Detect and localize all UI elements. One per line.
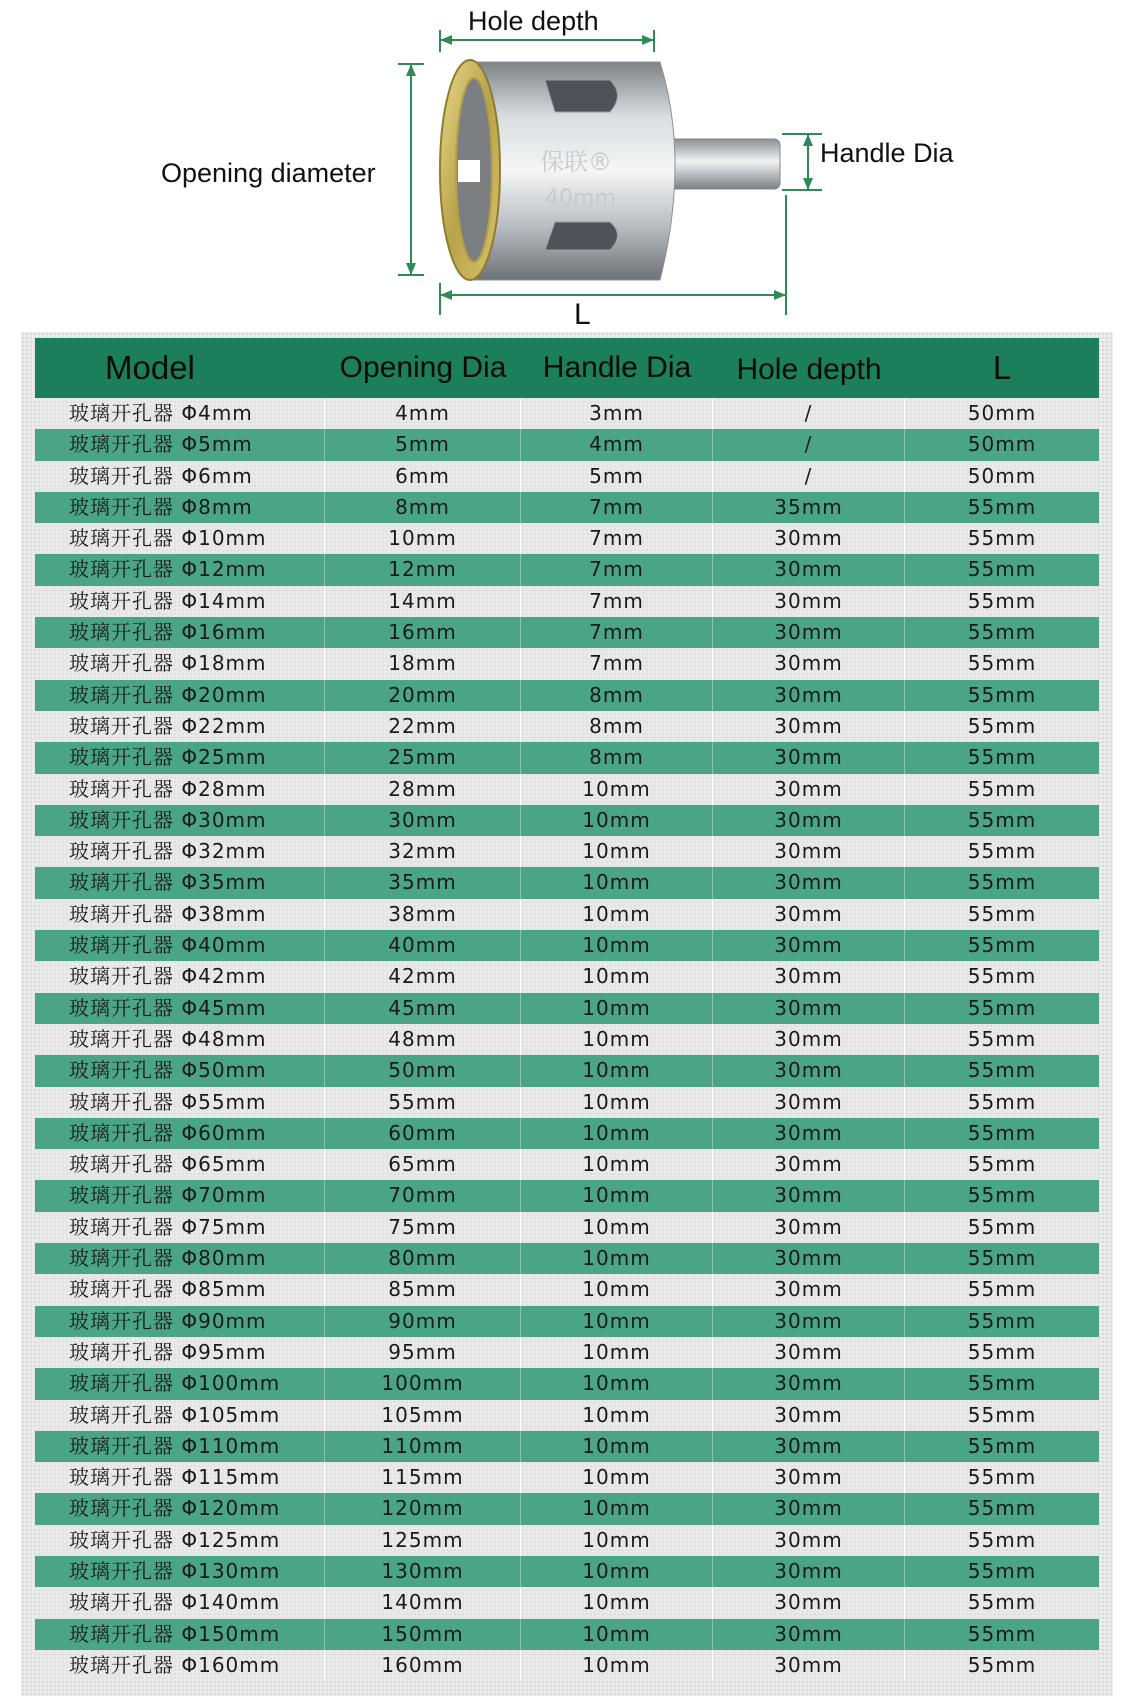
cell-handle-dia: 10mm xyxy=(521,1368,713,1399)
table-row xyxy=(35,867,1099,898)
cell-model: 玻璃开孔器 Φ140mm xyxy=(35,1587,325,1618)
cell-opening-dia: 95mm xyxy=(325,1337,521,1368)
header-length: L xyxy=(992,349,1012,386)
cell-model: 玻璃开孔器 Φ20mm xyxy=(35,680,325,711)
cell-handle-dia: 10mm xyxy=(521,961,713,992)
cell-opening-dia: 28mm xyxy=(325,774,521,805)
cell-length: 55mm xyxy=(967,1558,1037,1583)
cell-length: 55mm xyxy=(967,1590,1037,1615)
cell-handle-dia: 7mm xyxy=(521,648,713,679)
cell-hole-depth: 30mm xyxy=(713,1306,905,1337)
table-row xyxy=(35,492,1099,523)
cell-model: 玻璃开孔器 Φ12mm xyxy=(35,554,325,585)
cell-length: 55mm xyxy=(967,557,1037,582)
cell-length: 55mm xyxy=(967,1496,1037,1521)
cell-handle-dia: 10mm xyxy=(521,867,713,898)
cell-length: 55mm xyxy=(967,995,1037,1020)
cell-handle-dia: 10mm xyxy=(521,1306,713,1337)
cell-hole-depth: 30mm xyxy=(713,1368,905,1399)
cell-hole-depth: 30mm xyxy=(713,742,905,773)
cell-hole-depth: 30mm xyxy=(713,1462,905,1493)
cell-length: 55mm xyxy=(967,1527,1037,1552)
cell-opening-dia: 50mm xyxy=(325,1055,521,1086)
cell-handle-dia: 10mm xyxy=(521,1556,713,1587)
cell-opening-dia: 100mm xyxy=(325,1368,521,1399)
cell-hole-depth: 30mm xyxy=(713,1400,905,1431)
table-row xyxy=(35,805,1099,836)
table-row xyxy=(35,1368,1099,1399)
cell-handle-dia: 10mm xyxy=(521,1619,713,1650)
cell-handle-dia: 10mm xyxy=(521,1024,713,1055)
cell-length: 50mm xyxy=(967,463,1037,488)
cell-opening-dia: 90mm xyxy=(325,1306,521,1337)
cell-length: 55mm xyxy=(967,1246,1037,1271)
cell-hole-depth: 30mm xyxy=(713,1087,905,1118)
table-row xyxy=(35,1619,1099,1650)
cell-length: 55mm xyxy=(967,651,1037,676)
cell-handle-dia: 10mm xyxy=(521,1462,713,1493)
cell-opening-dia: 48mm xyxy=(325,1024,521,1055)
cell-model: 玻璃开孔器 Φ42mm xyxy=(35,961,325,992)
cell-model: 玻璃开孔器 Φ100mm xyxy=(35,1368,325,1399)
table-header xyxy=(35,338,1099,398)
cell-length: 55mm xyxy=(967,1621,1037,1646)
cell-opening-dia: 75mm xyxy=(325,1212,521,1243)
cell-model: 玻璃开孔器 Φ85mm xyxy=(35,1274,325,1305)
table-row xyxy=(35,1243,1099,1274)
cell-length: 55mm xyxy=(967,776,1037,801)
handle-dia-label: Handle Dia xyxy=(820,138,954,168)
cell-hole-depth: 30mm xyxy=(713,617,905,648)
cell-model: 玻璃开孔器 Φ4mm xyxy=(35,398,325,429)
cell-opening-dia: 115mm xyxy=(325,1462,521,1493)
cell-opening-dia: 18mm xyxy=(325,648,521,679)
cell-model: 玻璃开孔器 Φ130mm xyxy=(35,1556,325,1587)
cell-hole-depth: 30mm xyxy=(713,930,905,961)
cell-length: 55mm xyxy=(967,901,1037,926)
cell-hole-depth: 30mm xyxy=(713,836,905,867)
table-row xyxy=(35,461,1099,492)
cell-handle-dia: 10mm xyxy=(521,774,713,805)
cell-hole-depth: 30mm xyxy=(713,1118,905,1149)
cell-opening-dia: 120mm xyxy=(325,1493,521,1524)
table-row xyxy=(35,1118,1099,1149)
cell-hole-depth: 30mm xyxy=(713,961,905,992)
cell-length: 55mm xyxy=(967,745,1037,770)
cell-model: 玻璃开孔器 Φ48mm xyxy=(35,1024,325,1055)
cell-length: 55mm xyxy=(967,1089,1037,1114)
cell-length: 55mm xyxy=(967,1465,1037,1490)
cell-length: 55mm xyxy=(967,1026,1037,1051)
table-row xyxy=(35,993,1099,1024)
cell-hole-depth: 30mm xyxy=(713,523,905,554)
cell-length: 55mm xyxy=(967,1120,1037,1145)
table-row xyxy=(35,711,1099,742)
cell-length: 55mm xyxy=(967,1183,1037,1208)
table-row xyxy=(35,1337,1099,1368)
cell-opening-dia: 8mm xyxy=(325,492,521,523)
cell-length: 55mm xyxy=(967,964,1037,989)
cell-hole-depth: 30mm xyxy=(713,774,905,805)
cell-length: 55mm xyxy=(967,839,1037,864)
cell-opening-dia: 22mm xyxy=(325,711,521,742)
cell-opening-dia: 140mm xyxy=(325,1587,521,1618)
cell-handle-dia: 8mm xyxy=(521,711,713,742)
cell-model: 玻璃开孔器 Φ95mm xyxy=(35,1337,325,1368)
table-row xyxy=(35,648,1099,679)
cell-length: 55mm xyxy=(967,1308,1037,1333)
cell-opening-dia: 16mm xyxy=(325,617,521,648)
cell-handle-dia: 10mm xyxy=(521,930,713,961)
cell-hole-depth: 30mm xyxy=(713,993,905,1024)
cell-handle-dia: 10mm xyxy=(521,1118,713,1149)
cell-length: 55mm xyxy=(967,1339,1037,1364)
engraving-size: 40mm xyxy=(545,186,616,211)
cell-model: 玻璃开孔器 Φ120mm xyxy=(35,1493,325,1524)
table-row xyxy=(35,1212,1099,1243)
header-handle-dia: Handle Dia xyxy=(542,351,692,384)
table-row xyxy=(35,1587,1099,1618)
cell-hole-depth: 30mm xyxy=(713,1243,905,1274)
cell-model: 玻璃开孔器 Φ38mm xyxy=(35,899,325,930)
cell-length: 55mm xyxy=(967,1433,1037,1458)
table-row xyxy=(35,774,1099,805)
cell-opening-dia: 20mm xyxy=(325,680,521,711)
cell-length: 55mm xyxy=(967,1058,1037,1083)
cell-model: 玻璃开孔器 Φ105mm xyxy=(35,1400,325,1431)
table-row xyxy=(35,1525,1099,1556)
cell-model: 玻璃开孔器 Φ22mm xyxy=(35,711,325,742)
cell-length: 55mm xyxy=(967,1214,1037,1239)
cell-handle-dia: 8mm xyxy=(521,742,713,773)
cell-model: 玻璃开孔器 Φ125mm xyxy=(35,1525,325,1556)
cell-length: 55mm xyxy=(967,682,1037,707)
cell-opening-dia: 5mm xyxy=(325,429,521,460)
cell-hole-depth: / xyxy=(713,398,905,429)
cell-handle-dia: 10mm xyxy=(521,1149,713,1180)
cell-opening-dia: 10mm xyxy=(325,523,521,554)
cell-opening-dia: 4mm xyxy=(325,398,521,429)
cell-hole-depth: 30mm xyxy=(713,1212,905,1243)
cell-model: 玻璃开孔器 Φ35mm xyxy=(35,867,325,898)
cell-model: 玻璃开孔器 Φ32mm xyxy=(35,836,325,867)
cell-handle-dia: 10mm xyxy=(521,805,713,836)
table-row xyxy=(35,1431,1099,1462)
table-row xyxy=(35,1493,1099,1524)
cell-model: 玻璃开孔器 Φ150mm xyxy=(35,1619,325,1650)
table-row xyxy=(35,554,1099,585)
cell-length: 55mm xyxy=(967,620,1037,645)
table-row xyxy=(35,398,1099,429)
cell-model: 玻璃开孔器 Φ115mm xyxy=(35,1462,325,1493)
cell-length: 55mm xyxy=(967,713,1037,738)
cell-hole-depth: 30mm xyxy=(713,680,905,711)
cell-model: 玻璃开孔器 Φ90mm xyxy=(35,1306,325,1337)
cell-opening-dia: 45mm xyxy=(325,993,521,1024)
cell-opening-dia: 25mm xyxy=(325,742,521,773)
cell-hole-depth: 30mm xyxy=(713,1556,905,1587)
cell-hole-depth: 30mm xyxy=(713,648,905,679)
table-row xyxy=(35,617,1099,648)
table-row xyxy=(35,961,1099,992)
table-row xyxy=(35,1149,1099,1180)
cell-opening-dia: 42mm xyxy=(325,961,521,992)
cell-handle-dia: 10mm xyxy=(521,1650,713,1681)
cell-length: 55mm xyxy=(967,1652,1037,1677)
hole-depth-label: Hole depth xyxy=(468,6,599,36)
engraving-brand: 保联® xyxy=(540,148,612,176)
cell-opening-dia: 70mm xyxy=(325,1180,521,1211)
cell-opening-dia: 85mm xyxy=(325,1274,521,1305)
cell-hole-depth: 30mm xyxy=(713,1055,905,1086)
cell-opening-dia: 150mm xyxy=(325,1619,521,1650)
cell-opening-dia: 38mm xyxy=(325,899,521,930)
cell-length: 50mm xyxy=(967,401,1037,425)
cell-model: 玻璃开孔器 Φ75mm xyxy=(35,1212,325,1243)
cell-length: 55mm xyxy=(967,1277,1037,1302)
table-row xyxy=(35,1055,1099,1086)
cell-hole-depth: 30mm xyxy=(713,1337,905,1368)
table-row xyxy=(35,680,1099,711)
cell-handle-dia: 3mm xyxy=(521,398,713,429)
length-label: L xyxy=(574,298,591,331)
table-row xyxy=(35,523,1099,554)
cell-model: 玻璃开孔器 Φ10mm xyxy=(35,523,325,554)
cell-length: 55mm xyxy=(967,807,1037,832)
cell-opening-dia: 130mm xyxy=(325,1556,521,1587)
cell-length: 55mm xyxy=(967,588,1037,613)
cell-handle-dia: 7mm xyxy=(521,492,713,523)
cell-hole-depth: 30mm xyxy=(713,1180,905,1211)
cell-model: 玻璃开孔器 Φ55mm xyxy=(35,1087,325,1118)
cell-opening-dia: 6mm xyxy=(325,461,521,492)
cell-hole-depth: 30mm xyxy=(713,1149,905,1180)
cell-handle-dia: 7mm xyxy=(521,523,713,554)
cell-handle-dia: 10mm xyxy=(521,1243,713,1274)
cell-opening-dia: 55mm xyxy=(325,1087,521,1118)
cell-handle-dia: 7mm xyxy=(521,617,713,648)
cell-opening-dia: 32mm xyxy=(325,836,521,867)
cell-opening-dia: 35mm xyxy=(325,867,521,898)
cell-length: 55mm xyxy=(967,933,1037,958)
opening-diameter-label: Opening diameter xyxy=(161,158,376,188)
cell-length: 55mm xyxy=(967,1402,1037,1427)
cell-hole-depth: 30mm xyxy=(713,867,905,898)
cell-model: 玻璃开孔器 Φ70mm xyxy=(35,1180,325,1211)
cell-hole-depth: 35mm xyxy=(713,492,905,523)
cell-hole-depth: 30mm xyxy=(713,899,905,930)
cell-hole-depth: 30mm xyxy=(713,805,905,836)
cell-hole-depth: 30mm xyxy=(713,1587,905,1618)
cell-opening-dia: 160mm xyxy=(325,1650,521,1681)
cell-handle-dia: 10mm xyxy=(521,1180,713,1211)
header-opening-dia: Opening Dia xyxy=(339,351,507,384)
cell-hole-depth: / xyxy=(713,461,905,492)
table-row xyxy=(35,1180,1099,1211)
table-body xyxy=(35,398,1099,1681)
cell-model: 玻璃开孔器 Φ14mm xyxy=(35,586,325,617)
cell-hole-depth: 30mm xyxy=(713,1525,905,1556)
cell-hole-depth: 30mm xyxy=(713,711,905,742)
cell-hole-depth: 30mm xyxy=(713,1493,905,1524)
cell-opening-dia: 12mm xyxy=(325,554,521,585)
table-row xyxy=(35,1024,1099,1055)
cell-handle-dia: 10mm xyxy=(521,1212,713,1243)
cell-model: 玻璃开孔器 Φ50mm xyxy=(35,1055,325,1086)
product-diagram xyxy=(0,0,1134,330)
cell-length: 55mm xyxy=(967,526,1037,551)
cell-handle-dia: 10mm xyxy=(521,1431,713,1462)
cell-model: 玻璃开孔器 Φ18mm xyxy=(35,648,325,679)
cell-handle-dia: 10mm xyxy=(521,1055,713,1086)
table-row xyxy=(35,1556,1099,1587)
cell-model: 玻璃开孔器 Φ28mm xyxy=(35,774,325,805)
cell-handle-dia: 10mm xyxy=(521,1493,713,1524)
table-row xyxy=(35,1400,1099,1431)
cell-model: 玻璃开孔器 Φ80mm xyxy=(35,1243,325,1274)
cell-handle-dia: 4mm xyxy=(521,429,713,460)
cell-model: 玻璃开孔器 Φ65mm xyxy=(35,1149,325,1180)
table-row xyxy=(35,1274,1099,1305)
cell-length: 50mm xyxy=(967,432,1037,457)
cell-model: 玻璃开孔器 Φ8mm xyxy=(35,492,325,523)
cell-model: 玻璃开孔器 Φ6mm xyxy=(35,461,325,492)
cell-model: 玻璃开孔器 Φ40mm xyxy=(35,930,325,961)
cell-handle-dia: 10mm xyxy=(521,1337,713,1368)
cell-handle-dia: 10mm xyxy=(521,993,713,1024)
cell-opening-dia: 30mm xyxy=(325,805,521,836)
cell-hole-depth: 30mm xyxy=(713,1650,905,1681)
cell-opening-dia: 105mm xyxy=(325,1400,521,1431)
cell-handle-dia: 7mm xyxy=(521,586,713,617)
cell-opening-dia: 40mm xyxy=(325,930,521,961)
cell-model: 玻璃开孔器 Φ16mm xyxy=(35,617,325,648)
cell-model: 玻璃开孔器 Φ30mm xyxy=(35,805,325,836)
cell-model: 玻璃开孔器 Φ5mm xyxy=(35,429,325,460)
cell-hole-depth: 30mm xyxy=(713,586,905,617)
table-row xyxy=(35,1462,1099,1493)
cell-hole-depth: 30mm xyxy=(713,1619,905,1650)
cell-handle-dia: 10mm xyxy=(521,1587,713,1618)
cell-opening-dia: 110mm xyxy=(325,1431,521,1462)
header-model: Model xyxy=(105,349,195,386)
cell-opening-dia: 65mm xyxy=(325,1149,521,1180)
table-row xyxy=(35,899,1099,930)
cell-opening-dia: 80mm xyxy=(325,1243,521,1274)
cell-model: 玻璃开孔器 Φ25mm xyxy=(35,742,325,773)
cell-hole-depth: / xyxy=(713,429,905,460)
cell-handle-dia: 10mm xyxy=(521,836,713,867)
cell-opening-dia: 14mm xyxy=(325,586,521,617)
cell-handle-dia: 7mm xyxy=(521,554,713,585)
cell-hole-depth: 30mm xyxy=(713,1431,905,1462)
cell-length: 55mm xyxy=(967,494,1037,519)
cell-handle-dia: 8mm xyxy=(521,680,713,711)
table-row xyxy=(35,836,1099,867)
cell-handle-dia: 10mm xyxy=(521,1400,713,1431)
cell-model: 玻璃开孔器 Φ45mm xyxy=(35,993,325,1024)
header-hole-depth: Hole depth xyxy=(736,353,882,386)
cell-hole-depth: 30mm xyxy=(713,1024,905,1055)
cell-model: 玻璃开孔器 Φ110mm xyxy=(35,1431,325,1462)
cell-handle-dia: 10mm xyxy=(521,1274,713,1305)
cell-length: 55mm xyxy=(967,1152,1037,1177)
table-row xyxy=(35,429,1099,460)
cell-length: 55mm xyxy=(967,1371,1037,1396)
cell-model: 玻璃开孔器 Φ60mm xyxy=(35,1118,325,1149)
table-row xyxy=(35,1306,1099,1337)
cell-opening-dia: 60mm xyxy=(325,1118,521,1149)
cell-handle-dia: 5mm xyxy=(521,461,713,492)
table-row xyxy=(35,1087,1099,1118)
table-row xyxy=(35,1650,1099,1681)
table-row xyxy=(35,742,1099,773)
cell-model: 玻璃开孔器 Φ160mm xyxy=(35,1650,325,1681)
cell-opening-dia: 125mm xyxy=(325,1525,521,1556)
cell-length: 55mm xyxy=(967,870,1037,895)
cell-handle-dia: 10mm xyxy=(521,899,713,930)
spec-table xyxy=(21,332,1113,1696)
table-row xyxy=(35,586,1099,617)
cell-handle-dia: 10mm xyxy=(521,1087,713,1118)
cell-hole-depth: 30mm xyxy=(713,1274,905,1305)
cell-handle-dia: 10mm xyxy=(521,1525,713,1556)
cell-hole-depth: 30mm xyxy=(713,554,905,585)
table-row xyxy=(35,930,1099,961)
